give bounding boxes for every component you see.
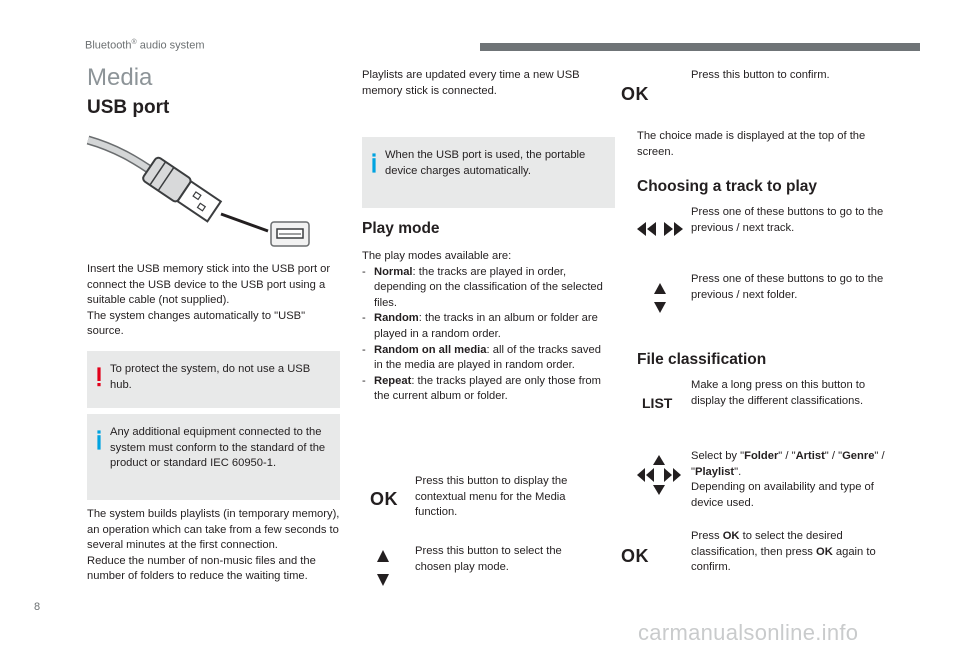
press-ok-text: Press OK to select the desired classification, then press OK again to confirm. [691, 530, 876, 574]
warning-note [87, 351, 340, 408]
ok-menu-text: Press this button to display the contextual menu for the Media function. [415, 475, 568, 519]
header-bar [480, 43, 920, 51]
classification-heading: File classification [637, 351, 767, 368]
list-item: - Random on all media: all of the tracks saved in the media are played in random order. [362, 343, 607, 374]
up-down-arrows-icon [653, 283, 667, 313]
usb-insert-text: Insert the USB memory stick into the USB port or connect the USB device to the USB port using a suitable cable (not supplied). The system changes automatically to "USB" source. [87, 263, 331, 338]
select-by-text: Select by "Folder" / "Artist" / "Genre" / "Playlist". Depending on availability and type of device used. [691, 450, 885, 509]
charge-info-note [362, 137, 615, 208]
ok-button-icon: OK [370, 489, 398, 509]
info-icon [372, 151, 376, 175]
usb-plug-illustration [86, 134, 316, 254]
list-text: Make a long press on this button to display the different classifications. [691, 379, 866, 407]
ok-button-icon: OK [621, 84, 649, 104]
prev-next-track-icon [637, 222, 683, 236]
list-item: - Repeat: the tracks played are only those from the current album or folder. [362, 374, 607, 405]
running-header: Bluetooth® audio system [85, 39, 205, 52]
info-text: Any additional equipment connected to the system must conform to the standard of the product or standard IEC 60950-1. [110, 426, 326, 470]
confirm-text: Press this button to confirm. [691, 69, 830, 81]
choice-text: The choice made is displayed at the top of the screen. [637, 130, 866, 158]
warning-icon [97, 365, 101, 389]
play-mode-heading: Play mode [362, 220, 440, 237]
charge-info-text: When the USB port is used, the portable device charges automatically. [385, 149, 586, 177]
list-button-icon: LIST [642, 395, 673, 411]
track-heading: Choosing a track to play [637, 178, 818, 195]
modes-intro: The play modes available are: [362, 250, 512, 262]
track-text: Press one of these buttons to go to the previous / next track. [691, 206, 884, 234]
ok-button-icon: OK [621, 546, 649, 566]
up-down-arrows-icon [376, 550, 390, 586]
list-item: - Normal: the tracks are played in order, depending on the classification of the selected files. [362, 265, 607, 312]
list-item: - Random: the tracks in an album or folder are played in a random order. [362, 311, 607, 342]
watermark: carmanualsonline.info [638, 620, 859, 645]
play-modes [362, 249, 607, 405]
warning-text: To protect the system, do not use a USB hub. [110, 363, 311, 391]
section-title: Media [87, 64, 153, 91]
playlists-update-text: Playlists are updated every time a new USB memory stick is connected. [362, 69, 580, 97]
folder-text: Press one of these buttons to go to the previous / next folder. [691, 273, 884, 301]
four-way-arrows-icon [637, 455, 681, 495]
info-note [87, 414, 340, 500]
page-number: 8 [34, 601, 41, 613]
playlist-build-text: The system builds playlists (in temporary memory), an operation which can take from a few seconds to several minutes at the first connection. Reduce the number of non-music files and the number of folders to reduce the waiting time. [87, 508, 340, 583]
info-icon [97, 428, 101, 452]
select-mode-text: Press this button to select the chosen play mode. [415, 545, 562, 573]
usb-heading: USB port [87, 97, 170, 118]
